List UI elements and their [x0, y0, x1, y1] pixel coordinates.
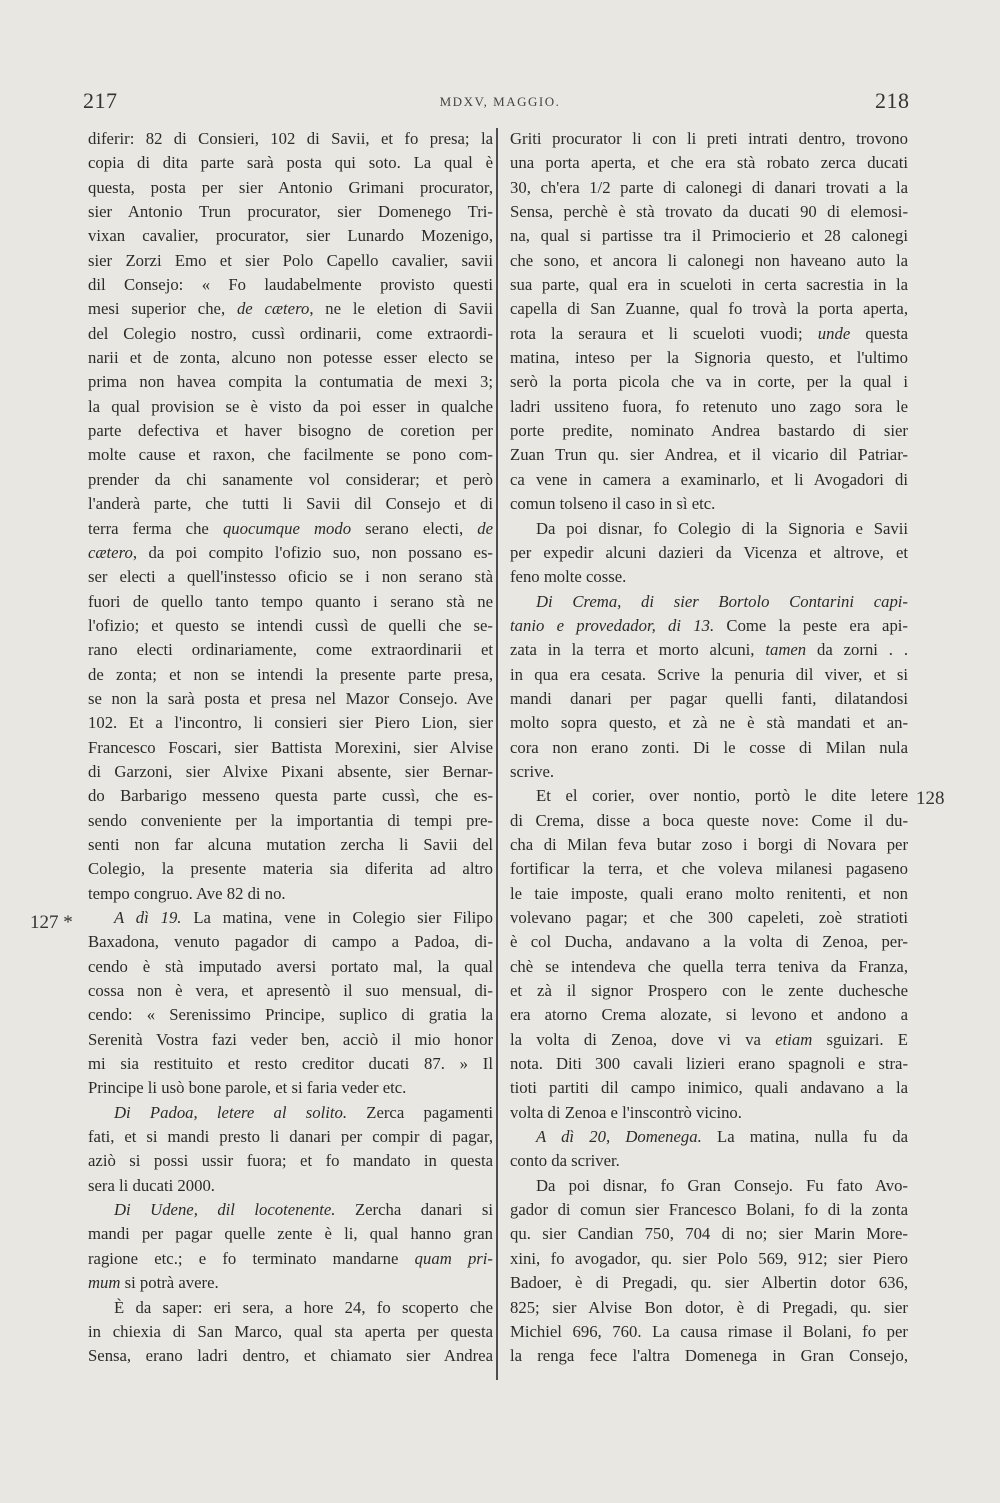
text-line: Francesco Foscari, sier Battista Morexini, sier Alvise	[88, 737, 493, 757]
text-line: Baxadona, venuto pagador di campo a Padoa, di-	[88, 932, 493, 952]
text-line: cha di Milan feva butar zoso i borgi di Novara per	[510, 834, 908, 854]
text-line: 825; sier Alvise Bon dotor, è di Pregadi, qu. sier	[510, 1297, 908, 1317]
right-column-text	[510, 127, 908, 1369]
text-line: capella di San Zuanne, qual fo trovà la porta aperta,	[510, 299, 908, 319]
text-line: scrive.	[510, 761, 555, 781]
text-line: che sono, et ancora li calonegi non haveano auto la	[510, 250, 908, 270]
text-line: Di Padoa, letere al solito. Zerca pagamenti	[114, 1102, 493, 1122]
text-line: la renga fece l'altra Domenega in Gran Consejo,	[510, 1346, 908, 1366]
text-line: qu. sier Candian 750, 704 di no; sier Marin More-	[510, 1224, 908, 1244]
text-line: è col Ducha, andavano a la volta di Zenoa, per-	[510, 932, 908, 952]
text-line: fati, et si mandi presto li danari per compir di pagar,	[88, 1127, 493, 1147]
text-line: do Barbarigo messeno questa parte cussì, che es-	[88, 786, 493, 806]
margin-note-right: 128	[916, 788, 945, 809]
text-line: sendo conveniente per la importantia di tempi pre-	[88, 810, 493, 830]
text-line: una porta aperta, et che era stà robato zerca ducati	[510, 153, 908, 173]
page-number-left: 217	[83, 88, 118, 113]
text-line: per expedir alcuni dazieri da Vicenza et altrove, et	[510, 542, 908, 562]
text-line: Michiel 696, 760. La causa rimase il Bolani, fo per	[510, 1321, 908, 1341]
text-line: questa, posta per sier Antonio Grimani procurator,	[88, 177, 493, 197]
text-line: l'anderà parte, che tutti li Savii dil Consejo et di	[88, 494, 493, 514]
text-line: in qua era cesata. Scrive la penuria dil viver, et si	[510, 664, 908, 684]
text-line: mum si potrà avere.	[88, 1273, 219, 1293]
text-line: È da saper: eri sera, a hore 24, fo scoperto che	[114, 1297, 493, 1317]
text-line: ragione etc.; e fo terminato mandarne quam pri-	[88, 1248, 493, 1268]
text-line: Da poi disnar, fo Gran Consejo. Fu fato Avo-	[536, 1175, 908, 1195]
text-line: Griti procurator li con li preti intrati dentro, trovono	[510, 129, 908, 148]
text-line: Di Udene, dil locotenente. Zercha danari si	[114, 1200, 493, 1220]
text-line: di Garzoni, sier Alvixe Pixani absente, sier Bernar-	[88, 761, 493, 781]
text-line: Et el corier, over nontio, portò le dite letere	[536, 786, 908, 806]
text-line: mandi per pagar quelle zente è li, qual hanno gran	[88, 1224, 493, 1244]
text-line: cætero, da poi compito l'ofizio suo, non possano es-	[88, 542, 493, 562]
text-line: gador di comun sier Francesco Bolani, fo di la zonta	[510, 1200, 908, 1220]
text-line: cossa non è vera, et apresentò il suo mensual, di-	[88, 981, 493, 1001]
text-line: conto da scriver.	[510, 1151, 620, 1171]
text-line: se non la sarà posta et presa nel Mazor Consejo. Ave	[88, 688, 493, 708]
text-line: in chiexia di San Marco, qual sta aperta per questa	[88, 1321, 493, 1341]
text-line: le taie imposte, quali erano molto renitenti, et non	[510, 883, 908, 903]
text-line: na, qual si partisse tra il Primocierio et 28 calonegi	[510, 226, 908, 246]
text-line: parte defectiva et haver bisogno de coretion per	[88, 421, 493, 441]
text-line: la qual provision se è visto da poi esser in qualche	[88, 396, 493, 416]
text-line: zata in la terra et morto alcuni, tamen da zorni . .	[510, 640, 908, 660]
text-line: mandi danari per pagar quelli fanti, dilatandosi	[510, 688, 908, 708]
text-line: A dì 19. La matina, vene in Colegio sier Filipo	[114, 908, 493, 927]
text-line: nota. Diti 300 cavali lizieri erano spagnoli e stra-	[510, 1054, 908, 1074]
text-line: Da poi disnar, fo Colegio di la Signoria e Savii	[536, 518, 908, 538]
text-line: de zonta; et non se intendi la presente parte presa,	[88, 664, 493, 684]
text-line: tempo congruo. Ave 82 di no.	[88, 883, 286, 903]
text-line: ca vene in camera a examinarlo, et li Avogadori di	[510, 469, 908, 489]
text-line: xini, fo avogador, qu. sier Polo 569, 912; sier Piero	[510, 1248, 908, 1268]
text-line: ladri ussiteno fuora, fo retenuto uno zago sora le	[510, 396, 908, 416]
text-line: cendo: « Serenissimo Principe, suplico di gratia la	[88, 1005, 493, 1025]
running-title: MDXV, MAGGIO.	[439, 94, 561, 109]
text-line: Serenità Vostra fazi veder ben, acciò il mio honor	[88, 1029, 493, 1049]
text-line: mi sia restituito et resto creditor ducati 87. » Il	[88, 1054, 493, 1074]
text-line: 30, ch'era 1/2 parte di calonegi di danari trovati a la	[510, 177, 908, 197]
text-line: Sensa, perchè è stà trovato da ducati 90 di elemosi-	[510, 202, 908, 222]
text-line: Sensa, erano ladri dentro, et chiamato sier Andrea	[88, 1346, 493, 1366]
text-line: ser electi a quell'instesso oficio se i non serano stà	[88, 567, 493, 587]
text-line: chè se intendeva che quella terra teniva da Franza,	[510, 956, 908, 976]
text-line: A dì 20, Domenega. La matina, nulla fu da	[536, 1127, 908, 1147]
text-line: porte predite, nominato Andrea bastardo di sier	[510, 421, 908, 441]
text-line: di Crema, disse a boca queste nove: Come il du-	[510, 810, 908, 830]
text-line: diferir: 82 di Consieri, 102 di Savii, et fo presa; la	[88, 129, 493, 148]
text-line: comun tolseno il caso in sì etc.	[510, 494, 716, 514]
text-line: prima non havea compita la contumatia de mexi 3;	[88, 372, 493, 392]
text-line: tanio e provedador, di 13. Come la peste era api-	[510, 615, 908, 635]
text-line: vixan cavalier, procurator, sier Lunardo Mozenigo,	[88, 226, 493, 246]
text-line: Principe li usò bone parole, et si faria veder etc.	[88, 1078, 407, 1098]
text-line: volevano pagar; et che 300 capeleti, zoè stratioti	[510, 908, 908, 927]
text-line: Badoer, è di Pregadi, qu. sier Albertin dotor 636,	[510, 1273, 908, 1293]
text-line: tioti partiti dil campo inimico, quali andavano a la	[510, 1078, 908, 1098]
text-line: volta di Zenoa e l'inscontrò vicino.	[510, 1102, 742, 1122]
text-line: senti non far alcuna mutation zercha li Savii del	[88, 834, 493, 854]
text-line: rano electi ordinariamente, come extraordinarii et	[88, 640, 493, 660]
text-line: copia di dita parte sarà posta qui soto. La qual è	[88, 153, 493, 173]
text-line: feno molte cosse.	[510, 567, 627, 587]
text-line: aziò si possi ussir fuora; et fo mandato in questa	[88, 1151, 493, 1171]
text-line: matina, inteso per la Signoria questo, et l'ultimo	[510, 348, 908, 368]
text-line: del Colegio nostro, cussì ordinarii, come extraordi-	[88, 323, 493, 343]
column-divider	[496, 128, 498, 1380]
text-line: dil Consejo: « Fo laudabelmente provisto questi	[88, 275, 493, 295]
text-line: fortificar la terra, et che voleva milanesi pagaseno	[510, 859, 908, 879]
page-number-right: 218	[875, 88, 910, 113]
text-line: rota la seraura et li scueloti vuodi; unde questa	[510, 323, 908, 343]
text-line: era atorno Crema alozate, si levono et andono a	[510, 1005, 908, 1025]
text-line: la volta di Zenoa, dove vi va etiam sguizari. E	[510, 1029, 908, 1049]
text-line: narii et de zonta, alcuno non potesse esser electo se	[88, 348, 493, 368]
text-line: serò la porta picola che va in corte, per la qual i	[510, 372, 908, 392]
text-line: fuori de quello tanto tempo quanto i serano stà ne	[88, 591, 493, 611]
text-line: 102. Et a l'incontro, li consieri sier Piero Lion, sier	[88, 713, 493, 733]
text-line: mesi superior che, de cætero, ne le eletion di Savii	[88, 299, 493, 319]
text-line: prender da chi sanamente vol considerar; et però	[88, 469, 493, 489]
text-line: Di Crema, di sier Bortolo Contarini capi-	[536, 591, 908, 611]
text-line: Zuan Trun qu. sier Andrea, et il vicario dil Patriar-	[510, 445, 908, 465]
text-line: cendo è stà imputado aversi portato mal, la qual	[88, 956, 493, 976]
text-line: molte cause et raxon, che facilmente se pono com-	[88, 445, 493, 465]
text-line: molto sopra questo, et zà ne è stà mandati et an-	[510, 713, 908, 733]
text-line: Colegio, la presente materia sia diferita ad altro	[88, 859, 493, 879]
text-line: cora non erano zonti. Di le cosse di Milan nula	[510, 737, 908, 757]
left-column-text	[88, 127, 493, 1369]
margin-note-left: 127 *	[30, 912, 73, 933]
text-line: sera li ducati 2000.	[88, 1175, 215, 1195]
text-line: terra ferma che quocumque modo serano electi, de	[88, 518, 493, 538]
text-line: sier Zorzi Emo et sier Polo Capello cavalier, savii	[88, 250, 493, 270]
text-line: sua parte, qual era in scueloti in certa sacrestia in la	[510, 275, 908, 295]
text-line: et zà il signor Prospero con le zente duchesche	[510, 981, 908, 1001]
text-line: sier Antonio Trun procurator, sier Domenego Tri-	[88, 202, 493, 222]
text-line: l'ofizio; et questo se intendi cussì de quelli che se-	[88, 615, 493, 635]
